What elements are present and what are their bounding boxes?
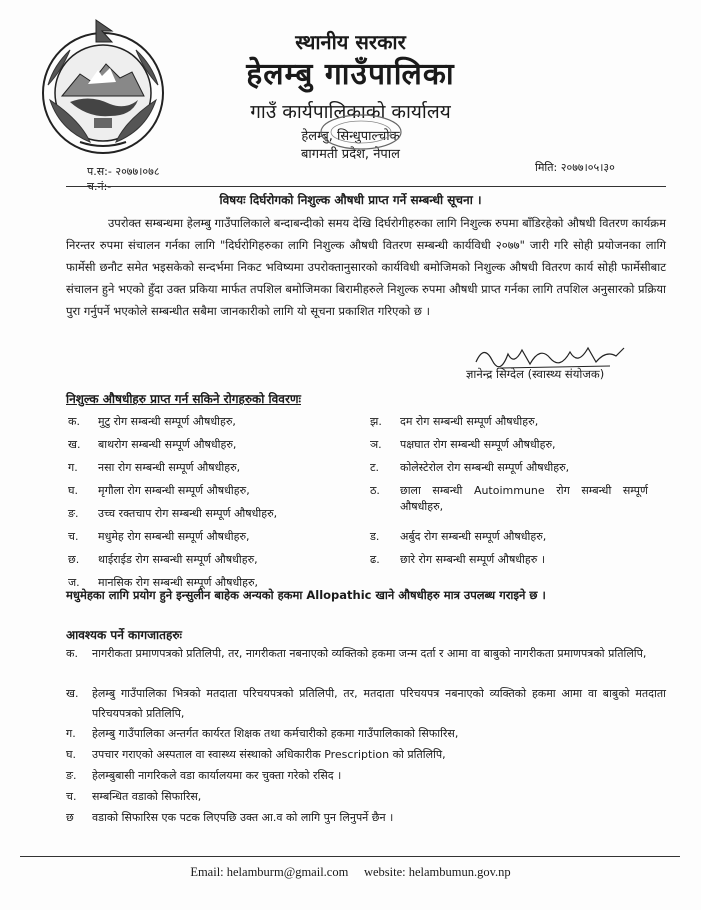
footer-divider	[20, 856, 680, 857]
list-item-text: बाथरोग सम्बन्धी सम्पूर्ण औषधीहरु,	[98, 438, 237, 451]
date: मिति: २०७७।०५।३०	[535, 161, 615, 174]
list-item-text: मुटु रोग सम्बन्धी सम्पूर्ण औषधीहरु,	[98, 415, 236, 428]
list-item-label: च.	[66, 790, 77, 803]
diseases-section-title: निशुल्क औषधीहरु प्राप्त गर्न सकिने रोगहरुको विवरणः	[66, 392, 301, 406]
header-address: हेलम्बु, सिन्धुपाल्चोक	[301, 129, 400, 144]
list-item-text: कोलेस्टेरोल रोग सम्बन्धी सम्पूर्ण औषधीहरु,	[400, 461, 570, 474]
list-item-label: ड.	[370, 530, 380, 543]
list-item-label: घ.	[68, 484, 78, 497]
header-municipality-name: हेलम्बु गाउँपालिका	[246, 57, 455, 92]
office-stamp	[318, 112, 404, 152]
list-item-text: मानसिक रोग सम्बन्धी सम्पूर्ण औषधीहरु,	[98, 576, 259, 589]
list-item-text: छारे रोग सम्बन्धी सम्पूर्ण औषधीहरु ।	[400, 553, 545, 566]
list-item-label: ग.	[66, 727, 76, 740]
list-item-text: हेलम्बुबासी नागरिकले वडा कार्यालयमा कर चुक्ता गरेको रसिद ।	[92, 769, 342, 782]
list-item-label: ङ.	[66, 769, 77, 782]
list-item-text: छाला सम्बन्धी Autoimmune रोग सम्बन्धी सम्पूर्ण औषधीहरु,	[400, 484, 648, 513]
header-line-local-government: स्थानीय सरकार	[295, 30, 406, 54]
subject-line: विषयः दिर्घरोगको निशुल्क औषधी प्राप्त गर्ने सम्बन्धी सूचना ।	[219, 193, 482, 207]
list-item-label: छ.	[68, 553, 80, 566]
list-item-text: पक्षघात रोग सम्बन्धी सम्पूर्ण औषधीहरु,	[400, 438, 556, 451]
list-item-label: ग.	[68, 461, 78, 474]
list-item-label: ख.	[68, 438, 81, 451]
list-item-text: अर्बुद रोग सम्बन्धी सम्पूर्ण औषधीहरु,	[400, 530, 547, 543]
list-item-label: ढ.	[370, 553, 380, 566]
list-item-text: मृगौला रोग सम्बन्धी सम्पूर्ण औषधीहरु,	[98, 484, 250, 497]
list-item-text: नागरीकता प्रमाणपत्रको प्रतिलिपी, तर, नागरीकता नबनाएको व्यक्तिको हकमा जन्म दर्ता र आमा वा बाबुको नागरीकता प्रमाणपत्रको प्रतिलिपि,	[92, 647, 647, 660]
header-office-name: गाउँ कार्यपालिकाको कार्यालय	[250, 101, 451, 123]
list-item-label: झ.	[370, 415, 382, 428]
notice-paragraph: उपरोक्त सम्बन्धमा हेलम्बु गाउँपालिकाले बन्दाबन्दीको समय देखि दिर्घरोगीहरुका लागि निशुल्क रुपमा बाँडिरहेको औषधी वितरण कार्यक्रम निरन्तर रुपमा संचालन गर्नका लागि "दिर्घरोगिहरुका लागि निशुल्क औषधी वितरण सम्बन्धी कार्यविधी २०७७" जारी गरि सोही प्रयोजनका लागि फार्मेसी छनौट समेत भइसकेको सन्दर्भमा निकट भविष्यमा उपरोक्तानुसारको कार्यविधी बमोजिमको निशुल्क औषधी वितरण कार्य सोही फार्मेसीबाट संचालन हुने भएको हुँदा उक्त प्रकिया मार्फत तपशिल बमोजिमका बिरामीहरुले निशुल्क रुपमा औषधी प्राप्त गर्नका लागि तपशिल अनुसारको प्रक्रिया पुरा गर्नुपर्ने भएकोले सम्बन्धीत सबैमा जानकारीको लागि यो सूचना प्रकाशित गरिएको छ ।	[66, 216, 666, 318]
list-item-label: क.	[66, 647, 78, 660]
signatory-name: ज्ञानेन्द्र सिग्देल (स्वास्थ्य संयोजक)	[466, 367, 605, 381]
list-item-label: ज.	[68, 576, 80, 589]
list-item-label: ङ.	[68, 507, 79, 520]
list-item-label: ख.	[66, 687, 79, 700]
list-item-text: सम्बन्धित वडाको सिफारिस,	[92, 790, 202, 803]
list-item-label: ञ.	[370, 438, 382, 451]
list-item-text: उच्च रक्तचाप रोग सम्बन्धी सम्पूर्ण औषधीहरु,	[98, 507, 278, 520]
documents-section-title: आवश्यक पर्ने कागजातहरुः	[66, 628, 182, 642]
list-item-label: छ	[66, 811, 74, 824]
header-province: बागमती प्रदेश, नेपाल	[301, 147, 400, 162]
list-item-text: उपचार गराएको अस्पताल वा स्वास्थ्य संस्थाको अधिकारीक Prescription को प्रतिलिपि,	[92, 748, 446, 761]
list-item-text: हेलम्बु गाउँपालिका भित्रको मतदाता परिचयपत्रको प्रतिलिपी, तर, मतदाता परिचयपत्र नबनाएको व्यक्तिको हकमा आमा वा बाबुको मतदाता परिचयपत्रको प्रतिलिपि,	[92, 687, 666, 720]
list-item-text: मधुमेह रोग सम्बन्धी सम्पूर्ण औषधीहरु,	[98, 530, 250, 543]
list-item-label: ठ.	[370, 484, 380, 497]
footer-contact: Email: helamburm@gmail.com website: helambumun.gov.np	[190, 865, 511, 879]
list-item-text: दम रोग सम्बन्धी सम्पूर्ण औषधीहरु,	[400, 415, 539, 428]
list-item-label: क.	[68, 415, 80, 428]
reference-number: प.स:- २०७७।०७८	[87, 165, 160, 178]
list-item-label: च.	[68, 530, 79, 543]
insulin-note: मधुमेहका लागि प्रयोग हुने इन्सुलीन बाहेक अन्यको हकमा Allopathic खाने औषधीहरु मात्र उपलब्ध गराइने छ ।	[66, 588, 546, 602]
dispatch-number: च.नं:-	[87, 180, 112, 193]
list-item-text: थाईराईड रोग सम्बन्धी सम्पूर्ण औषधीहरु,	[98, 553, 258, 566]
list-item-label: घ.	[66, 748, 76, 761]
list-item-text: वडाको सिफारिस एक पटक लिएपछि उक्त आ.व को लागि पुन लिनुपर्ने छैन ।	[92, 811, 394, 824]
list-item-label: ट.	[370, 461, 380, 474]
header-divider	[66, 186, 666, 187]
list-item-text: हेलम्बु गाउँपालिका अन्तर्गत कार्यरत शिक्षक तथा कर्मचारीको हकमा गाउँपालिकाको सिफारिस,	[92, 727, 459, 740]
list-item-text: नसा रोग सम्बन्धी सम्पूर्ण औषधीहरु,	[98, 461, 241, 474]
